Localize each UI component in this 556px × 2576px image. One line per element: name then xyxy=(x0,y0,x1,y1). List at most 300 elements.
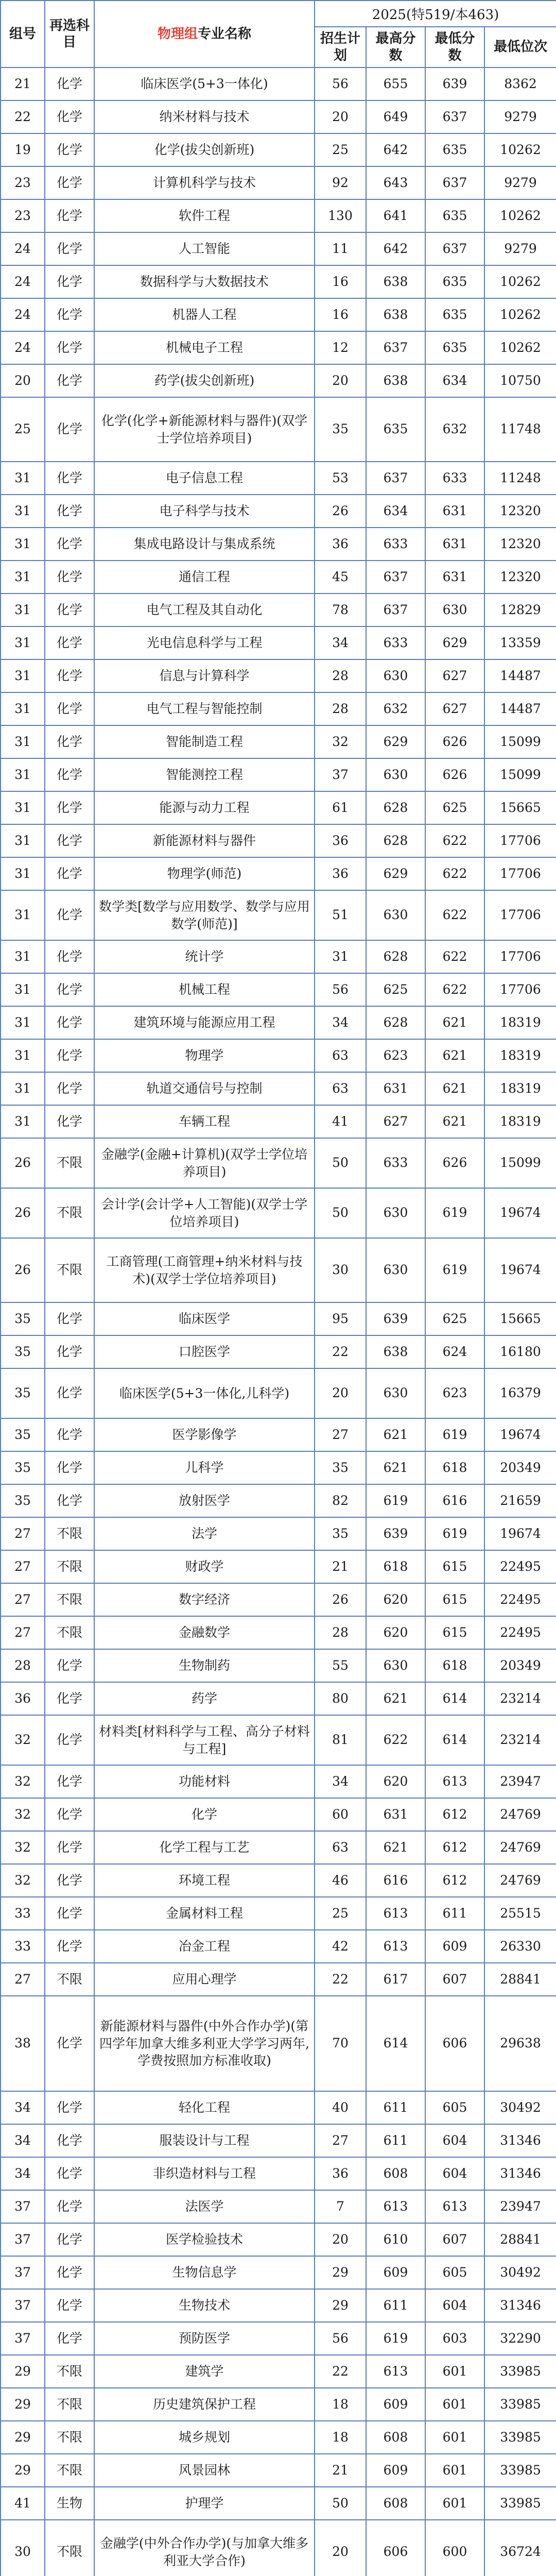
cell-group: 31 xyxy=(1,758,45,791)
table-row xyxy=(1,940,556,973)
cell-rank: 23214 xyxy=(484,1715,556,1765)
cell-rank: 14487 xyxy=(484,692,556,725)
cell-major: 功能材料 xyxy=(94,1765,315,1798)
cell-max: 649 xyxy=(366,100,425,133)
cell-min: 607 xyxy=(425,1963,484,1996)
cell-subject: 化学 xyxy=(45,626,94,659)
cell-rank: 20349 xyxy=(484,1649,556,1682)
cell-rank: 31346 xyxy=(484,2289,556,2322)
cell-plan: 46 xyxy=(315,1864,366,1897)
cell-plan: 61 xyxy=(315,791,366,824)
cell-rank: 15099 xyxy=(484,1138,556,1188)
cell-rank: 12829 xyxy=(484,594,556,626)
cell-max: 643 xyxy=(366,166,425,199)
table-row xyxy=(1,1682,556,1715)
cell-major: 放射医学 xyxy=(94,1484,315,1517)
cell-subject: 化学 xyxy=(45,890,94,940)
cell-subject: 化学 xyxy=(45,495,94,528)
cell-plan: 36 xyxy=(315,528,366,561)
cell-plan: 29 xyxy=(315,2289,366,2322)
cell-min: 625 xyxy=(425,791,484,824)
cell-min: 635 xyxy=(425,298,484,331)
cell-rank: 16180 xyxy=(484,1335,556,1368)
cell-plan: 56 xyxy=(315,2322,366,2355)
cell-min: 601 xyxy=(425,2421,484,2454)
cell-subject: 化学 xyxy=(45,2190,94,2223)
cell-group: 31 xyxy=(1,940,45,973)
cell-max: 639 xyxy=(366,1302,425,1335)
cell-plan: 34 xyxy=(315,1765,366,1798)
cell-max: 619 xyxy=(366,2322,425,2355)
cell-rank: 15099 xyxy=(484,725,556,758)
cell-rank: 9279 xyxy=(484,232,556,265)
cell-major: 纳米材料与技术 xyxy=(94,100,315,133)
cell-subject: 化学 xyxy=(45,857,94,890)
cell-min: 621 xyxy=(425,1006,484,1039)
cell-min: 616 xyxy=(425,1484,484,1517)
cell-group: 28 xyxy=(1,1649,45,1682)
cell-subject: 化学 xyxy=(45,133,94,166)
cell-major: 数据科学与大数据技术 xyxy=(94,265,315,298)
cell-max: 630 xyxy=(366,1238,425,1302)
cell-subject: 化学 xyxy=(45,1418,94,1451)
cell-subject: 不限 xyxy=(45,2388,94,2421)
cell-major: 车辆工程 xyxy=(94,1105,315,1138)
cell-rank: 24769 xyxy=(484,1798,556,1831)
table-row xyxy=(1,1105,556,1138)
cell-rank: 12320 xyxy=(484,495,556,528)
table-row xyxy=(1,1138,556,1188)
table-row xyxy=(1,1335,556,1368)
cell-rank: 15099 xyxy=(484,758,556,791)
cell-rank: 33985 xyxy=(484,2355,556,2388)
cell-subject: 化学 xyxy=(45,1335,94,1368)
cell-plan: 25 xyxy=(315,133,366,166)
cell-subject: 化学 xyxy=(45,1039,94,1072)
cell-min: 604 xyxy=(425,2157,484,2190)
cell-max: 611 xyxy=(366,2124,425,2157)
cell-rank: 20349 xyxy=(484,1451,556,1484)
table-row xyxy=(1,298,556,331)
cell-subject: 化学 xyxy=(45,100,94,133)
cell-group: 29 xyxy=(1,2421,45,2454)
cell-subject: 不限 xyxy=(45,1238,94,1302)
cell-plan: 78 xyxy=(315,594,366,626)
cell-min: 629 xyxy=(425,626,484,659)
cell-min: 621 xyxy=(425,1072,484,1105)
table-row xyxy=(1,1418,556,1451)
cell-group: 27 xyxy=(1,1583,45,1616)
cell-subject: 化学 xyxy=(45,1864,94,1897)
cell-max: 627 xyxy=(366,1105,425,1138)
cell-subject: 化学 xyxy=(45,758,94,791)
cell-plan: 26 xyxy=(315,495,366,528)
cell-min: 637 xyxy=(425,166,484,199)
cell-subject: 化学 xyxy=(45,2157,94,2190)
table-row xyxy=(1,1864,556,1897)
cell-max: 642 xyxy=(366,232,425,265)
cell-major: 建筑环境与能源应用工程 xyxy=(94,1006,315,1039)
cell-subject: 化学 xyxy=(45,1649,94,1682)
cell-plan: 22 xyxy=(315,1335,366,1368)
cell-group: 31 xyxy=(1,626,45,659)
cell-subject: 不限 xyxy=(45,1138,94,1188)
table-row xyxy=(1,1238,556,1302)
cell-max: 613 xyxy=(366,1897,425,1930)
cell-major: 信息与计算科学 xyxy=(94,659,315,692)
header-row-top xyxy=(1,1,556,27)
cell-plan: 34 xyxy=(315,1006,366,1039)
cell-rank: 18319 xyxy=(484,1072,556,1105)
cell-subject: 不限 xyxy=(45,2421,94,2454)
cell-max: 633 xyxy=(366,528,425,561)
table-row xyxy=(1,166,556,199)
cell-major: 机器人工程 xyxy=(94,298,315,331)
cell-rank: 10262 xyxy=(484,133,556,166)
cell-max: 625 xyxy=(366,973,425,1006)
table-row xyxy=(1,462,556,495)
cell-min: 612 xyxy=(425,1831,484,1864)
header-major-prefix: 物理组 xyxy=(157,26,198,42)
cell-plan: 35 xyxy=(315,397,366,462)
cell-plan: 82 xyxy=(315,1484,366,1517)
cell-plan: 28 xyxy=(315,659,366,692)
cell-min: 627 xyxy=(425,692,484,725)
cell-rank: 33985 xyxy=(484,2388,556,2421)
cell-max: 620 xyxy=(366,1765,425,1798)
table-row xyxy=(1,890,556,940)
cell-major: 风景园林 xyxy=(94,2454,315,2487)
cell-max: 620 xyxy=(366,1583,425,1616)
table-row xyxy=(1,1039,556,1072)
cell-min: 601 xyxy=(425,2355,484,2388)
cell-major: 临床医学(5+3一体化) xyxy=(94,67,315,100)
cell-major: 软件工程 xyxy=(94,199,315,232)
cell-major: 金属材料工程 xyxy=(94,1897,315,1930)
cell-plan: 63 xyxy=(315,1831,366,1864)
cell-min: 615 xyxy=(425,1616,484,1649)
cell-max: 616 xyxy=(366,1864,425,1897)
cell-min: 635 xyxy=(425,199,484,232)
cell-rank: 29638 xyxy=(484,1996,556,2091)
cell-subject: 化学 xyxy=(45,2289,94,2322)
cell-max: 642 xyxy=(366,133,425,166)
table-row xyxy=(1,397,556,462)
cell-subject: 化学 xyxy=(45,1451,94,1484)
cell-subject: 化学 xyxy=(45,1105,94,1138)
cell-min: 607 xyxy=(425,2223,484,2256)
cell-max: 638 xyxy=(366,364,425,397)
cell-plan: 28 xyxy=(315,692,366,725)
cell-plan: 51 xyxy=(315,890,366,940)
cell-plan: 30 xyxy=(315,1238,366,1302)
table-row xyxy=(1,725,556,758)
cell-plan: 20 xyxy=(315,364,366,397)
cell-plan: 50 xyxy=(315,1138,366,1188)
cell-plan: 50 xyxy=(315,1188,366,1238)
table-row xyxy=(1,265,556,298)
cell-rank: 17706 xyxy=(484,940,556,973)
cell-subject: 化学 xyxy=(45,1897,94,1930)
cell-group: 33 xyxy=(1,1897,45,1930)
cell-min: 621 xyxy=(425,1105,484,1138)
cell-rank: 31346 xyxy=(484,2157,556,2190)
cell-subject: 化学 xyxy=(45,265,94,298)
cell-group: 22 xyxy=(1,100,45,133)
cell-subject: 化学 xyxy=(45,298,94,331)
cell-group: 32 xyxy=(1,1715,45,1765)
cell-min: 619 xyxy=(425,1517,484,1550)
cell-rank: 17706 xyxy=(484,824,556,857)
cell-subject: 化学 xyxy=(45,397,94,462)
cell-max: 609 xyxy=(366,2256,425,2289)
cell-subject: 化学 xyxy=(45,2091,94,2124)
cell-major: 电子信息工程 xyxy=(94,462,315,495)
cell-rank: 17706 xyxy=(484,973,556,1006)
table-row xyxy=(1,1963,556,1996)
cell-rank: 28841 xyxy=(484,1963,556,1996)
cell-group: 31 xyxy=(1,1006,45,1039)
cell-rank: 8362 xyxy=(484,67,556,100)
cell-group: 24 xyxy=(1,265,45,298)
cell-major: 医学检验技术 xyxy=(94,2223,315,2256)
cell-rank: 28841 xyxy=(484,2223,556,2256)
cell-group: 36 xyxy=(1,1682,45,1715)
cell-major: 城乡规划 xyxy=(94,2421,315,2454)
cell-max: 618 xyxy=(366,1550,425,1583)
cell-max: 611 xyxy=(366,2091,425,2124)
header-group: 组号 xyxy=(1,1,45,67)
cell-max: 630 xyxy=(366,1188,425,1238)
cell-max: 632 xyxy=(366,692,425,725)
cell-subject: 化学 xyxy=(45,2124,94,2157)
cell-rank: 15665 xyxy=(484,791,556,824)
cell-max: 633 xyxy=(366,1138,425,1188)
table-row xyxy=(1,199,556,232)
table-row xyxy=(1,1188,556,1238)
cell-min: 605 xyxy=(425,2091,484,2124)
cell-plan: 26 xyxy=(315,1583,366,1616)
cell-min: 622 xyxy=(425,824,484,857)
cell-major: 通信工程 xyxy=(94,561,315,594)
cell-max: 630 xyxy=(366,758,425,791)
cell-plan: 22 xyxy=(315,2355,366,2388)
cell-major: 历史建筑保护工程 xyxy=(94,2388,315,2421)
cell-max: 631 xyxy=(366,1798,425,1831)
cell-group: 37 xyxy=(1,2223,45,2256)
cell-subject: 不限 xyxy=(45,1583,94,1616)
cell-max: 637 xyxy=(366,331,425,364)
cell-plan: 41 xyxy=(315,1105,366,1138)
cell-rank: 13359 xyxy=(484,626,556,659)
cell-min: 614 xyxy=(425,1682,484,1715)
cell-group: 31 xyxy=(1,594,45,626)
table-row xyxy=(1,232,556,265)
table-row xyxy=(1,1517,556,1550)
cell-max: 619 xyxy=(366,1484,425,1517)
cell-rank: 30492 xyxy=(484,2091,556,2124)
cell-plan: 18 xyxy=(315,2421,366,2454)
cell-group: 26 xyxy=(1,1138,45,1188)
table-row xyxy=(1,2520,556,2576)
cell-group: 31 xyxy=(1,824,45,857)
cell-plan: 29 xyxy=(315,2256,366,2289)
cell-major: 生物制药 xyxy=(94,1649,315,1682)
cell-major: 物理学(师范) xyxy=(94,857,315,890)
cell-max: 634 xyxy=(366,495,425,528)
cell-group: 34 xyxy=(1,2157,45,2190)
cell-major: 物理学 xyxy=(94,1039,315,1072)
cell-plan: 27 xyxy=(315,2124,366,2157)
cell-max: 631 xyxy=(366,1072,425,1105)
cell-subject: 不限 xyxy=(45,1550,94,1583)
cell-rank: 19674 xyxy=(484,1188,556,1238)
cell-group: 20 xyxy=(1,364,45,397)
cell-plan: 56 xyxy=(315,973,366,1006)
cell-min: 631 xyxy=(425,495,484,528)
cell-plan: 21 xyxy=(315,1550,366,1583)
cell-major: 生物技术 xyxy=(94,2289,315,2322)
cell-max: 620 xyxy=(366,1616,425,1649)
cell-subject: 化学 xyxy=(45,692,94,725)
cell-major: 金融数学 xyxy=(94,1616,315,1649)
cell-rank: 19674 xyxy=(484,1238,556,1302)
cell-subject: 化学 xyxy=(45,973,94,1006)
table-row xyxy=(1,1583,556,1616)
cell-rank: 22495 xyxy=(484,1583,556,1616)
cell-plan: 50 xyxy=(315,2487,366,2520)
cell-major: 服装设计与工程 xyxy=(94,2124,315,2157)
cell-rank: 18319 xyxy=(484,1006,556,1039)
cell-rank: 30492 xyxy=(484,2256,556,2289)
cell-min: 601 xyxy=(425,2487,484,2520)
cell-rank: 24769 xyxy=(484,1864,556,1897)
cell-min: 614 xyxy=(425,1715,484,1765)
cell-plan: 35 xyxy=(315,1517,366,1550)
cell-group: 29 xyxy=(1,2388,45,2421)
cell-subject: 化学 xyxy=(45,364,94,397)
cell-min: 601 xyxy=(425,2454,484,2487)
cell-group: 38 xyxy=(1,1996,45,2091)
cell-min: 630 xyxy=(425,594,484,626)
cell-major: 工商管理(工商管理+纳米材料与技术)(双学士学位培养项目) xyxy=(94,1238,315,1302)
cell-group: 29 xyxy=(1,2355,45,2388)
cell-group: 31 xyxy=(1,561,45,594)
cell-min: 639 xyxy=(425,67,484,100)
cell-major: 会计学(会计学+人工智能)(双学士学位培养项目) xyxy=(94,1188,315,1238)
cell-max: 629 xyxy=(366,857,425,890)
cell-plan: 20 xyxy=(315,100,366,133)
table-row xyxy=(1,791,556,824)
header-year: 2025(特519/本463) xyxy=(315,1,556,27)
cell-group: 32 xyxy=(1,1765,45,1798)
cell-major: 统计学 xyxy=(94,940,315,973)
header-min: 最低分数 xyxy=(425,27,484,67)
cell-group: 37 xyxy=(1,2190,45,2223)
header-subject: 再选科目 xyxy=(45,1,94,67)
cell-group: 37 xyxy=(1,2256,45,2289)
cell-group: 32 xyxy=(1,1798,45,1831)
table-row xyxy=(1,2454,556,2487)
cell-plan: 32 xyxy=(315,725,366,758)
table-row xyxy=(1,2289,556,2322)
cell-min: 611 xyxy=(425,1897,484,1930)
cell-plan: 18 xyxy=(315,2388,366,2421)
cell-plan: 63 xyxy=(315,1039,366,1072)
cell-min: 604 xyxy=(425,2289,484,2322)
cell-group: 34 xyxy=(1,2091,45,2124)
cell-group: 35 xyxy=(1,1418,45,1451)
table-row xyxy=(1,2157,556,2190)
cell-major: 金融学(中外合作办学)(与加拿大维多利亚大学合作) xyxy=(94,2520,315,2576)
cell-group: 25 xyxy=(1,397,45,462)
cell-plan: 28 xyxy=(315,1616,366,1649)
cell-rank: 22495 xyxy=(484,1550,556,1583)
cell-max: 630 xyxy=(366,659,425,692)
cell-major: 材料类[材料科学与工程、高分子材料与工程] xyxy=(94,1715,315,1765)
cell-group: 31 xyxy=(1,495,45,528)
cell-min: 626 xyxy=(425,758,484,791)
cell-group: 31 xyxy=(1,1072,45,1105)
cell-plan: 16 xyxy=(315,298,366,331)
cell-group: 23 xyxy=(1,166,45,199)
cell-plan: 7 xyxy=(315,2190,366,2223)
cell-major: 护理学 xyxy=(94,2487,315,2520)
cell-max: 638 xyxy=(366,298,425,331)
table-row xyxy=(1,973,556,1006)
cell-group: 31 xyxy=(1,692,45,725)
cell-group: 41 xyxy=(1,2487,45,2520)
cell-group: 24 xyxy=(1,232,45,265)
cell-min: 633 xyxy=(425,462,484,495)
cell-plan: 16 xyxy=(315,265,366,298)
cell-max: 621 xyxy=(366,1682,425,1715)
cell-plan: 35 xyxy=(315,1451,366,1484)
cell-major: 药学(拔尖创新班) xyxy=(94,364,315,397)
header-major xyxy=(94,1,315,67)
cell-max: 623 xyxy=(366,1039,425,1072)
cell-group: 21 xyxy=(1,67,45,100)
cell-min: 637 xyxy=(425,232,484,265)
cell-rank: 31346 xyxy=(484,2124,556,2157)
cell-subject: 化学 xyxy=(45,1072,94,1105)
table-row xyxy=(1,1550,556,1583)
cell-group: 31 xyxy=(1,528,45,561)
cell-rank: 11248 xyxy=(484,462,556,495)
cell-major: 应用心理学 xyxy=(94,1963,315,1996)
cell-subject: 化学 xyxy=(45,1715,94,1765)
cell-major: 临床医学(5+3一体化,儿科学) xyxy=(94,1368,315,1418)
header-plan: 招生计划 xyxy=(315,27,366,67)
cell-min: 624 xyxy=(425,1335,484,1368)
cell-max: 606 xyxy=(366,2520,425,2576)
cell-major: 机械电子工程 xyxy=(94,331,315,364)
table-row xyxy=(1,1072,556,1105)
table-row xyxy=(1,2388,556,2421)
cell-min: 606 xyxy=(425,1996,484,2091)
table-row xyxy=(1,2487,556,2520)
cell-rank: 10262 xyxy=(484,265,556,298)
cell-group: 23 xyxy=(1,199,45,232)
cell-major: 光电信息科学与工程 xyxy=(94,626,315,659)
cell-rank: 24769 xyxy=(484,1831,556,1864)
table-row xyxy=(1,857,556,890)
cell-subject: 化学 xyxy=(45,528,94,561)
cell-plan: 63 xyxy=(315,1072,366,1105)
cell-major: 人工智能 xyxy=(94,232,315,265)
table-row xyxy=(1,331,556,364)
cell-major: 电子科学与技术 xyxy=(94,495,315,528)
